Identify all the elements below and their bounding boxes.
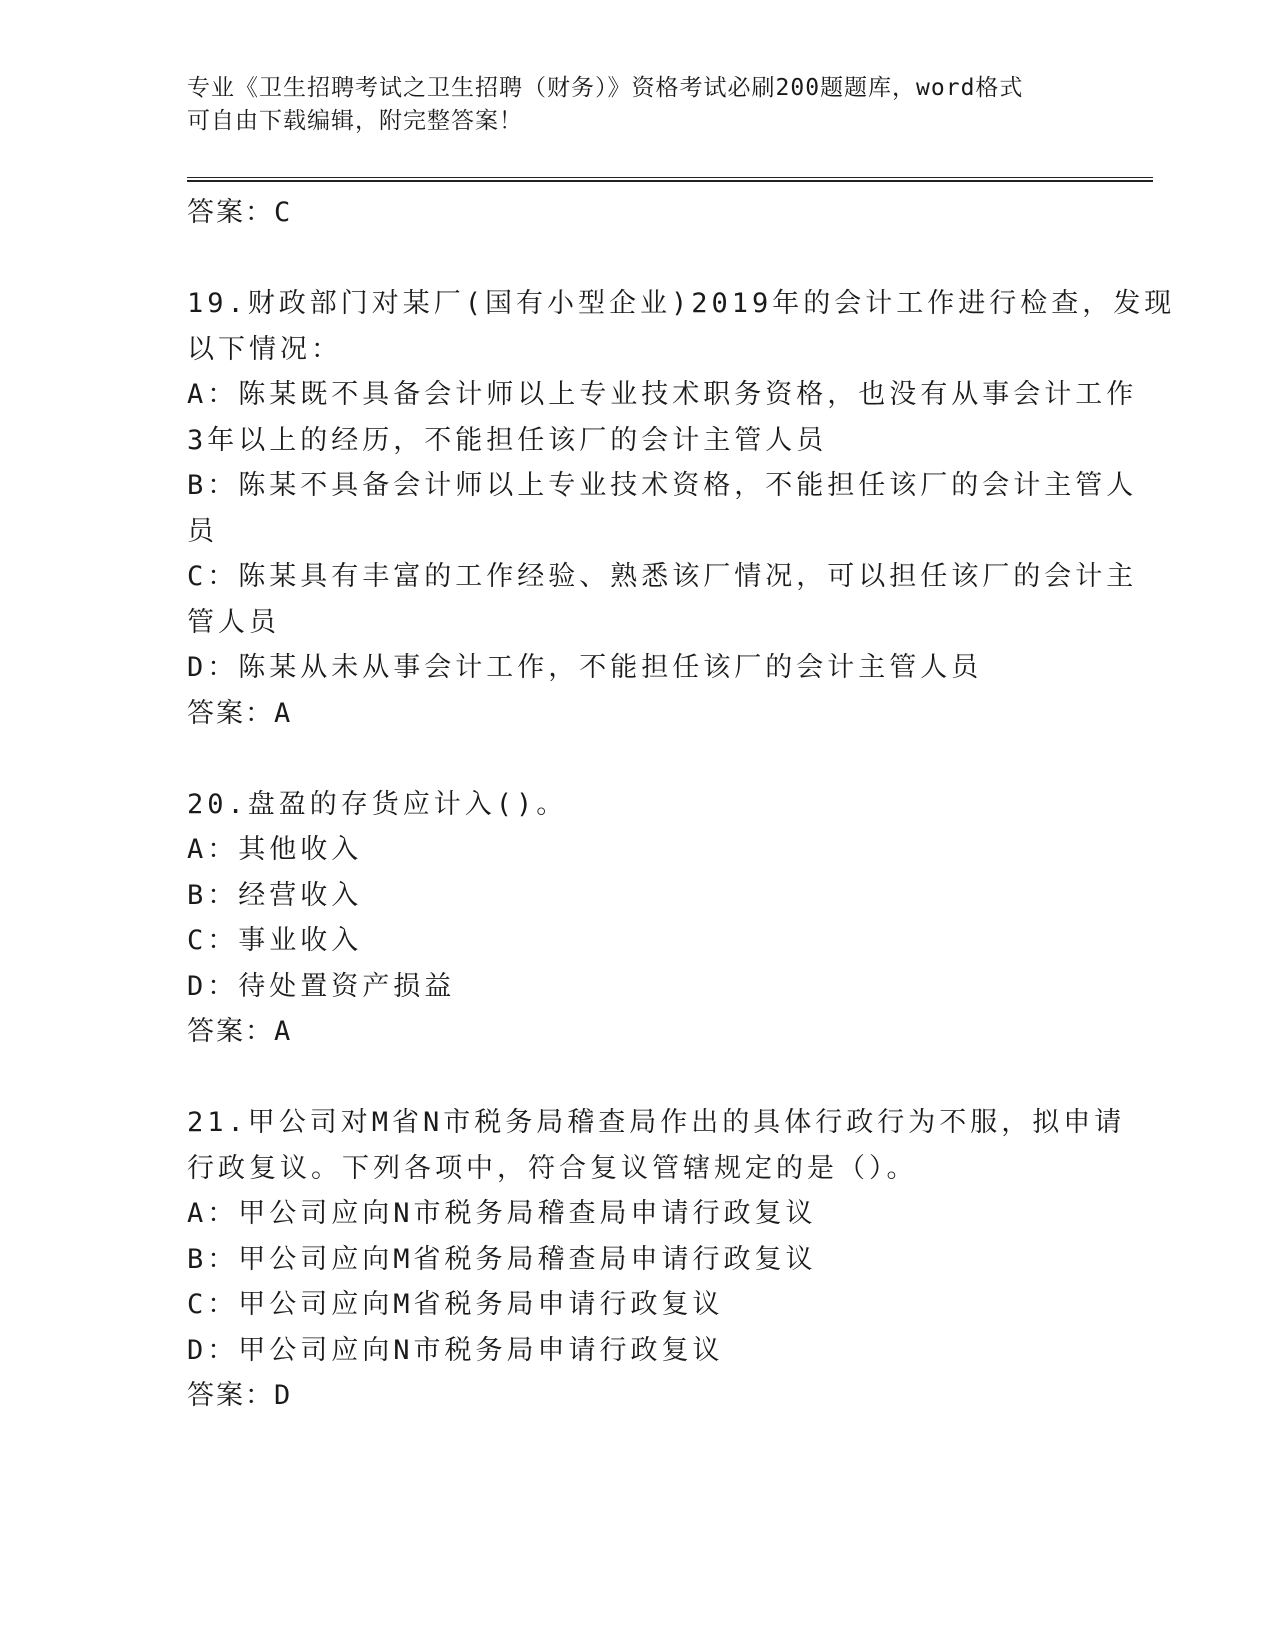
option-d: D：甲公司应向N市税务局申请行政复议: [187, 1334, 724, 1366]
document-header: [187, 72, 1087, 138]
header-line-2: 可自由下载编辑，附完整答案！: [187, 108, 523, 134]
answer: 答案：D: [187, 1380, 293, 1411]
header-divider: [187, 177, 1153, 182]
question-20: [187, 782, 1087, 1055]
option-b: B：经营收入: [187, 879, 363, 911]
question-stem-line: 20.盘盈的存货应计入()。: [187, 788, 568, 820]
option-b: B：陈某不具备会计师以上专业技术资格，不能担任该厂的会计主管人: [187, 470, 1138, 501]
answer: 答案：A: [187, 1016, 293, 1047]
option-d: D：待处置资产损益: [187, 970, 456, 1002]
option-d: D：陈某从未从事会计工作，不能担任该厂的会计主管人员: [187, 652, 983, 683]
question-stem-line: 行政复议。下列各项中，符合复议管辖规定的是（）。: [187, 1152, 918, 1184]
previous-answer: 答案：C: [187, 197, 293, 228]
question-stem-line: 以下情况：: [187, 333, 342, 365]
option-b: B：甲公司应向M省税务局稽查局申请行政复议: [187, 1243, 817, 1275]
option-a: A：陈某既不具备会计师以上专业技术职务资格，也没有从事会计工作: [187, 379, 1138, 410]
question-21: [187, 1100, 1126, 1419]
option-c: C：事业收入: [187, 925, 363, 956]
answer: 答案：A: [187, 697, 293, 729]
question-stem-line: 21.甲公司对M省N市税务局稽查局作出的具体行政行为不服，拟申请: [187, 1107, 1126, 1138]
option-c: C：甲公司应向M省税务局申请行政复议: [187, 1289, 724, 1320]
question-19: [187, 281, 1176, 736]
option-c-cont: 管人员: [187, 606, 280, 638]
option-a: A：甲公司应向N市税务局稽查局申请行政复议: [187, 1198, 817, 1229]
question-list: [187, 190, 1176, 1419]
option-b-cont: 员: [187, 515, 218, 547]
option-c: C：陈某具有丰富的工作经验、熟悉该厂情况，可以担任该厂的会计主: [187, 561, 1138, 592]
option-a-cont: 3年以上的经历，不能担任该厂的会计主管人员: [187, 424, 828, 456]
question-stem-line: 19.财政部门对某厂(国有小型企业)2019年的会计工作进行检查，发现: [187, 288, 1176, 319]
header-line-1: 专业《卫生招聘考试之卫生招聘（财务）》资格考试必刷200题题库，word格式: [187, 75, 1024, 101]
option-a: A：其他收入: [187, 834, 363, 865]
